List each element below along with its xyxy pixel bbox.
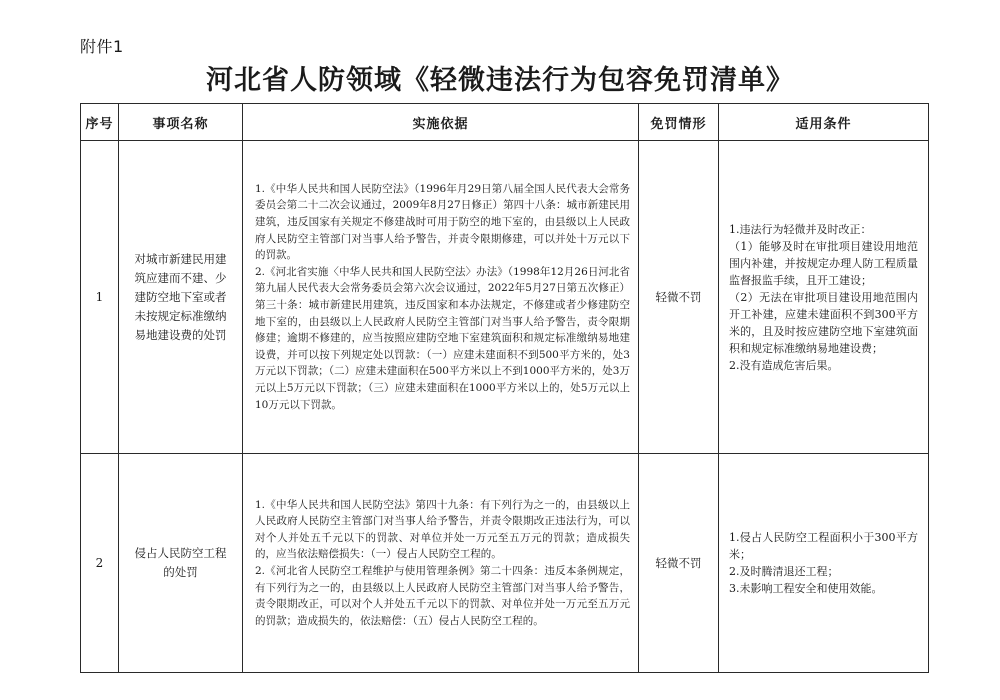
- row-item-name: 对城市新建民用建筑应建而不建、少建防空地下室或者未按规定标准缴纳易地建设费的处罚: [119, 141, 243, 454]
- basis-paragraph: 2.《河北省实施〈中华人民共和国人民防空法〉办法》（1998年12月26日河北省第九届人民代表大会常务委员会第六次会议通过，2022年5月27日第五次修正）第三十条：城市新建民用建筑，违反国家和本办法规定，不修建或者少修建防空地下室的，由县级以上人民政府人民防空主管部门对当事人给予警告，责令限期修建；逾期不修建的，应当按照应建防空地下室建筑面积和规定标准缴纳易地建设费，并可以按下列规定处以罚款：（一）应建未建面积不到500平方米的，处3万元以下罚款；（二）应建未建面积在500平方米以上不到1000平方米的，处3万元以上5万元以下罚款；（三）应建未建面积在1000平方米以上的，处5万元以上10万元以下罚款。: [255, 265, 630, 411]
- table-row: [81, 141, 929, 454]
- row-conditions: [719, 454, 929, 673]
- table-header-row: [81, 104, 929, 141]
- row-basis: [243, 141, 639, 454]
- row-basis: [243, 454, 639, 673]
- row-item-name: 侵占人民防空工程的处罚: [119, 454, 243, 673]
- basis-paragraph: 1.《中华人民共和国人民防空法》（1996年月29日第八届全国人民代表大会常务委员会第二十二次会议通过，2009年8月27日修正）第四十八条：城市新建民用建筑，违反国家有关规定不修建战时可用于防空的地下室的，由县级以上人民政府人民防空主管部门对当事人给予警告，并责令限期修建，可以并处十万元以下的罚款。: [255, 182, 630, 262]
- condition-line: 1.违法行为轻微并及时改正：: [729, 222, 872, 236]
- condition-line: （2）无法在审批项目建设用地范围内开工补建，应建未建面积不到300平方米的，且及时按应建防空地下室建筑面积和规定标准缴纳易地建设费；: [729, 290, 918, 355]
- header-item-name: 事项名称: [119, 104, 243, 141]
- exemption-list-table: [80, 103, 929, 673]
- condition-line: 3.未影响工程安全和使用效能。: [729, 582, 883, 595]
- table-row: [81, 454, 929, 673]
- condition-line: 1.侵占人民防空工程面积小于300平方米；: [729, 531, 918, 561]
- basis-paragraph: 1.《中华人民共和国人民防空法》第四十九条：有下列行为之一的，由县级以上人民政府人民防空主管部门对当事人给予警告，并责令限期改正违法行为，可以对个人并处五千元以下的罚款、对单位并处一万元至五万元的罚款；造成损失的，应当依法赔偿损失：（一）侵占人民防空工程的。: [255, 498, 630, 561]
- row-index: 1: [81, 141, 119, 454]
- row-status: 轻微不罚: [639, 141, 719, 454]
- document-title: 河北省人防领域《轻微违法行为包容免罚清单》: [206, 65, 794, 96]
- header-conditions: 适用条件: [719, 104, 929, 141]
- basis-paragraph: 2.《河北省人民防空工程维护与使用管理条例》第二十四条：违反本条例规定，有下列行为之一的，由县级以上人民政府人民防空主管部门对当事人给予警告，责令限期改正，可以对个人并处五千元以下的罚款、对单位并处一万元至五万元的罚款；造成损失的，依法赔偿：（五）侵占人民防空工程的。: [255, 565, 630, 627]
- row-index: 2: [81, 454, 119, 673]
- header-basis: 实施依据: [243, 104, 639, 141]
- condition-line: 2.及时腾清退还工程；: [729, 565, 839, 578]
- header-index: 序号: [81, 104, 119, 141]
- row-status: 轻微不罚: [639, 454, 719, 673]
- condition-line: （1）能够及时在审批项目建设用地范围内补建，并按规定办理人防工程质量监督报监手续，且开工建设；: [729, 239, 918, 287]
- header-status: 免罚情形: [639, 104, 719, 141]
- attachment-label: 附件1: [80, 37, 124, 56]
- row-conditions: [719, 141, 929, 454]
- condition-line: 2.没有造成危害后果。: [729, 358, 839, 372]
